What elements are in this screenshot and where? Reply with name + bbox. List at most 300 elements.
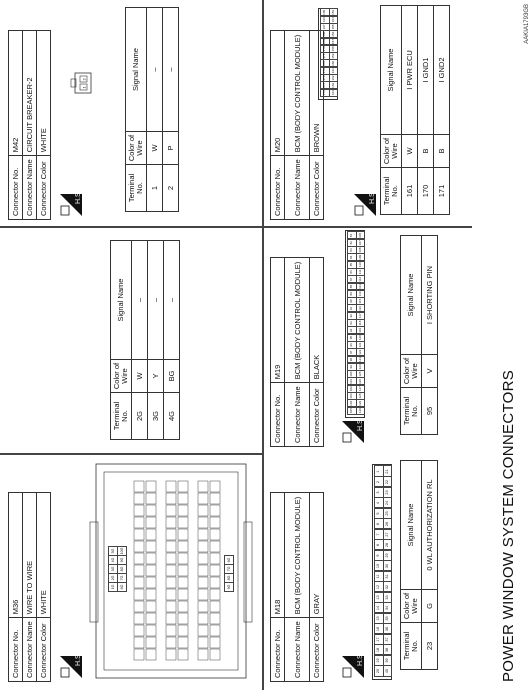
pin-cell: 36	[383, 623, 393, 635]
connector-name-value: WIRE TO WIRE	[23, 493, 37, 618]
cavity-cell	[134, 649, 144, 660]
pin-label: 2	[81, 78, 87, 81]
signal-name-header: Signal Name	[401, 236, 422, 355]
pin-cell: 17	[374, 634, 384, 646]
cavity-cell	[210, 601, 220, 612]
pin-cell: 165	[320, 8, 330, 17]
pin-cell: 1G	[108, 582, 118, 592]
connector-name-value: BCM (BODY CONTROL MODULE)	[285, 31, 310, 156]
signal-name: I SHORTING PIN	[422, 236, 438, 355]
cavity-cell	[198, 589, 208, 600]
terminal-table-m19	[400, 235, 438, 435]
cavity-cell	[210, 637, 220, 648]
terminal-table-m20	[380, 5, 450, 215]
cavity-cell	[178, 649, 188, 660]
hs-icon	[58, 654, 84, 680]
pin-cell: 24	[383, 497, 393, 509]
connector-face-m19	[345, 230, 365, 418]
pin-cell: 106	[356, 231, 366, 240]
pin-cell: 127	[356, 384, 366, 393]
cavity-cell	[178, 625, 188, 636]
cavity-cell	[178, 517, 188, 528]
terminal-no: 1	[147, 165, 163, 212]
cavity-cell	[210, 541, 220, 552]
pin-cell: 29	[383, 550, 393, 562]
table-row	[164, 241, 180, 440]
pin-cell: 6G	[117, 582, 127, 592]
pin-cell: 112	[356, 275, 366, 284]
cavity-cell	[178, 481, 188, 492]
pin-cell: 115	[356, 297, 366, 306]
hs-icon	[340, 419, 366, 445]
pin-cell: 158	[329, 44, 339, 53]
pin-cell: 31	[383, 571, 393, 583]
pin-cell: 92	[347, 311, 357, 320]
cavity-cell	[166, 589, 176, 600]
wire-color: W	[147, 132, 163, 165]
cavity-cell	[166, 493, 176, 504]
pin-cell: 99	[347, 362, 357, 371]
pin-cell: 113	[356, 282, 366, 291]
cavity-cell	[166, 649, 176, 660]
pin-cell: 118	[356, 319, 366, 328]
pin-cell: 39	[383, 655, 393, 667]
pin-cell: 91	[347, 304, 357, 313]
pin-cell: 119	[356, 326, 366, 335]
pin-cell: 12	[374, 581, 384, 593]
pin-cell: 4	[374, 497, 384, 509]
cavity-cell	[146, 517, 156, 528]
connector-name-label: Connector Name	[23, 618, 37, 682]
terminal-no: 161	[402, 168, 418, 215]
connector-color-label: Connector Color	[310, 156, 324, 220]
wire-color: W	[402, 135, 418, 168]
cavity-cell	[166, 481, 176, 492]
pin-cell: 85	[347, 260, 357, 269]
terminal-no: 4G	[164, 393, 180, 440]
pin-cell: 19	[374, 655, 384, 667]
pin-cell: 8G	[117, 564, 127, 574]
pin-cell: 100	[347, 370, 357, 379]
cavity-cell	[134, 541, 144, 552]
pin-cell: 1	[374, 466, 384, 478]
pin-cell: 89	[347, 289, 357, 298]
pin-cell: 95	[347, 333, 357, 342]
cavity-cell	[198, 541, 208, 552]
connector-color-label: Connector Color	[37, 618, 51, 682]
cavity-cell	[198, 613, 208, 624]
terminal-table-m36	[110, 240, 180, 440]
pin-cell: 171	[320, 52, 330, 61]
pin-cell: 117	[356, 311, 366, 320]
connector-info-table-m20	[270, 30, 324, 220]
terminal-no-header: Terminal No.	[401, 388, 422, 435]
connector-info-table-m19	[270, 257, 324, 447]
table-row	[422, 236, 438, 435]
pin-cell: 128	[356, 392, 366, 401]
cavity-cell	[198, 637, 208, 648]
cavity-cell	[146, 577, 156, 588]
pin-cell: 168	[320, 30, 330, 39]
cavity-cell	[178, 613, 188, 624]
cavity-cell	[210, 625, 220, 636]
pin-cell: 7	[374, 529, 384, 541]
hs-label: H.S.	[357, 417, 364, 431]
pin-cell: 7G	[117, 573, 127, 583]
cavity-cell	[134, 517, 144, 528]
pin-cell: 107	[356, 238, 366, 247]
cavity-cell	[198, 493, 208, 504]
signal-name-header: Signal Name	[126, 8, 147, 132]
cavity-cell	[146, 505, 156, 516]
cavity-cell	[198, 577, 208, 588]
cavity-cell	[198, 553, 208, 564]
cavity-cell	[134, 625, 144, 636]
connector-no-value: M18	[271, 493, 285, 618]
pin-cell: 14	[374, 602, 384, 614]
connector-no-label: Connector No.	[271, 156, 285, 220]
signal-name: I GND2	[434, 6, 450, 135]
pin-cell: 160	[329, 59, 339, 68]
connector-color-value: BLACK	[310, 258, 324, 383]
pin-cell: 15	[374, 613, 384, 625]
signal-name: –	[164, 241, 180, 360]
pin-cell: 114	[356, 289, 366, 298]
pin-cell: 173	[320, 66, 330, 75]
hs-icon	[58, 192, 84, 218]
connector-info-table-m42	[8, 30, 51, 220]
pin-cell: 97	[347, 348, 357, 357]
pin-label: 1	[81, 86, 87, 89]
pin-cell: 169	[320, 37, 330, 46]
signal-name: 0 WL AUTHORIZATION RL	[422, 461, 438, 590]
cavity-cell	[198, 601, 208, 612]
hs-icon	[340, 654, 366, 680]
cavity-cell	[166, 565, 176, 576]
cavity-cell	[210, 565, 220, 576]
terminal-no: 2	[163, 165, 179, 212]
pin-cell: 124	[356, 362, 366, 371]
connector-name-label: Connector Name	[23, 156, 37, 220]
connector-color-value: GRAY	[310, 493, 324, 618]
pin-cell: 20	[374, 665, 384, 677]
cavity-cell	[134, 613, 144, 624]
cavity-cell	[210, 517, 220, 528]
cavity-cell	[166, 637, 176, 648]
pin-cell: 159	[329, 52, 339, 61]
cavity-cell	[134, 505, 144, 516]
pin-cell: 5G	[108, 546, 118, 556]
cavity-cell	[178, 541, 188, 552]
pin-cell: 88	[347, 282, 357, 291]
pin-cell: 161	[329, 66, 339, 75]
cavity-cell	[166, 541, 176, 552]
cavity-cell	[134, 529, 144, 540]
pin-cell: 32	[383, 581, 393, 593]
terminal-no-header: Terminal No.	[401, 623, 422, 670]
connector-name-value: BCM (BODY CONTROL MODULE)	[285, 493, 310, 618]
pin-cell: 104	[347, 399, 357, 408]
pin-cell: 35	[383, 613, 393, 625]
pin-cell: 10	[374, 560, 384, 572]
table-row	[422, 461, 438, 670]
wire-color: G	[422, 590, 438, 623]
pin-cell: 84	[347, 253, 357, 262]
pin-cell: 34	[383, 602, 393, 614]
pin-cell: 170	[320, 44, 330, 53]
pin-cell: 21	[383, 466, 393, 478]
connector-color-label: Connector Color	[310, 383, 324, 447]
cavity-cell	[146, 589, 156, 600]
pin-cell: 108	[356, 246, 366, 255]
cavity-cell	[210, 553, 220, 564]
pin-cell: 175	[320, 81, 330, 90]
connector-name-label: Connector Name	[285, 156, 310, 220]
cavity-cell	[134, 601, 144, 612]
cavity-cell	[146, 481, 156, 492]
signal-name-header: Signal Name	[381, 6, 402, 135]
pin-cell: 37	[383, 634, 393, 646]
cavity-cell	[146, 529, 156, 540]
cavity-cell	[166, 625, 176, 636]
pin-cell: 9	[374, 550, 384, 562]
pin-cell: 102	[347, 384, 357, 393]
table-row	[163, 8, 179, 212]
signal-name: I PWR ECU	[402, 6, 418, 135]
pin-cell: 2	[374, 476, 384, 488]
wire-color: B	[434, 135, 450, 168]
hs-icon	[352, 192, 378, 218]
hs-label: H.S.	[357, 652, 364, 666]
cavity-cell	[146, 565, 156, 576]
terminal-no: 170	[418, 168, 434, 215]
pin-cell: 166	[320, 15, 330, 24]
signal-name-header: Signal Name	[111, 241, 132, 360]
pin-cell: 164	[329, 88, 339, 97]
connector-face-m42	[70, 71, 94, 95]
vertical-divider-bottom	[262, 227, 472, 229]
terminal-no-header: Terminal No.	[111, 393, 132, 440]
cavity-cell	[210, 649, 220, 660]
cavity-cell	[166, 553, 176, 564]
cavity-cell	[178, 577, 188, 588]
pin-cell: 9G	[224, 582, 234, 592]
wire-color: Y	[148, 360, 164, 393]
pin-cell: 122	[356, 348, 366, 357]
pin-cell: 33	[383, 592, 393, 604]
cavity-cell	[210, 529, 220, 540]
pin-cell: 25	[383, 508, 393, 520]
connector-no-value: M42	[9, 31, 23, 156]
wire-color: BG	[164, 360, 180, 393]
signal-name: –	[132, 241, 148, 360]
cavity-cell	[146, 601, 156, 612]
pin-cell: 130	[356, 406, 366, 415]
cavity-cell	[146, 625, 156, 636]
pin-cell: 7G	[224, 564, 234, 574]
pin-cell: 96	[347, 341, 357, 350]
pin-cell: 116	[356, 304, 366, 313]
pin-cell: 111	[356, 268, 366, 277]
pin-cell: 10G	[117, 546, 127, 556]
cavity-cell	[166, 517, 176, 528]
pin-cell: 26	[383, 518, 393, 530]
connector-color-value: WHITE	[37, 31, 51, 156]
pin-cell: 13	[374, 592, 384, 604]
pin-cell: 5	[374, 508, 384, 520]
connector-no-label: Connector No.	[9, 156, 23, 220]
horizontal-divider	[262, 0, 264, 690]
pin-cell: 125	[356, 370, 366, 379]
vertical-divider-top-2	[0, 227, 262, 229]
pin-cell: 120	[356, 333, 366, 342]
pin-cell: 174	[320, 74, 330, 83]
cavity-cell	[210, 493, 220, 504]
pin-cell: 81	[347, 231, 357, 240]
wire-color-header: Color of Wire	[111, 360, 132, 393]
table-row	[148, 241, 164, 440]
pin-cell: 2G	[108, 573, 118, 583]
cavity-cell	[198, 505, 208, 516]
connector-no-value: M19	[271, 258, 285, 383]
cavity-cell	[146, 541, 156, 552]
wire-color-header: Color of Wire	[126, 132, 147, 165]
connector-name-value: BCM (BODY CONTROL MODULE)	[285, 258, 310, 383]
wire-color: P	[163, 132, 179, 165]
pin-cell: 16	[374, 623, 384, 635]
cavity-cell	[210, 589, 220, 600]
cavity-cell	[198, 529, 208, 540]
pin-cell: 162	[329, 74, 339, 83]
wire-color: W	[132, 360, 148, 393]
cavity-cell	[166, 613, 176, 624]
cavity-cell	[178, 565, 188, 576]
wire-color-header: Color of Wire	[401, 590, 422, 623]
terminal-no: 171	[434, 168, 450, 215]
cavity-cell	[178, 601, 188, 612]
cavity-cell	[134, 481, 144, 492]
signal-name-header: Signal Name	[401, 461, 422, 590]
pin-cell: 172	[320, 59, 330, 68]
connector-name-label: Connector Name	[285, 383, 310, 447]
connector-no-value: M36	[9, 493, 23, 618]
cavity-cell	[198, 517, 208, 528]
pin-cell: 11	[374, 571, 384, 583]
signal-name: –	[147, 8, 163, 132]
pin-cell: 163	[329, 81, 339, 90]
cavity-cell	[210, 505, 220, 516]
connector-color-value: WHITE	[37, 493, 51, 618]
hs-label: H.S.	[369, 190, 376, 204]
cavity-cell	[178, 505, 188, 516]
pin-cell: 176	[320, 88, 330, 97]
pin-cell: 93	[347, 319, 357, 328]
pin-cell: 90	[347, 297, 357, 306]
wire-color: B	[418, 135, 434, 168]
pin-cell: 103	[347, 392, 357, 401]
cavity-cell	[210, 577, 220, 588]
pin-cell: 22	[383, 476, 393, 488]
pin-cell: 155	[329, 23, 339, 32]
cavity-cell	[146, 637, 156, 648]
pin-cell: 18	[374, 644, 384, 656]
cavity-cell	[146, 649, 156, 660]
cavity-cell	[210, 481, 220, 492]
hs-label: H.S.	[75, 190, 82, 204]
cavity-cell	[198, 481, 208, 492]
cavity-cell	[166, 601, 176, 612]
hs-label: H.S.	[75, 652, 82, 666]
terminal-no-header: Terminal No.	[126, 165, 147, 212]
cavity-cell	[178, 529, 188, 540]
pin-cell: 38	[383, 644, 393, 656]
terminal-no: 3G	[148, 393, 164, 440]
cavity-cell	[178, 637, 188, 648]
connector-color-value: BROWN	[310, 31, 324, 156]
pin-cell: 101	[347, 377, 357, 386]
cavity-cell	[134, 577, 144, 588]
signal-name: I GND1	[418, 6, 434, 135]
table-row	[402, 6, 418, 215]
pin-cell: 3	[374, 487, 384, 499]
pin-cell: 40	[383, 665, 393, 677]
pin-cell: 23	[383, 487, 393, 499]
terminal-table-m18	[400, 460, 438, 670]
cavity-cell	[166, 505, 176, 516]
connector-no-value: M20	[271, 31, 285, 156]
cavity-cell	[210, 613, 220, 624]
pin-cell: 8G	[224, 573, 234, 583]
pin-cell: 157	[329, 37, 339, 46]
cavity-cell	[134, 565, 144, 576]
cavity-cell	[134, 553, 144, 564]
pin-cell: 83	[347, 246, 357, 255]
pin-cell: 167	[320, 23, 330, 32]
cavity-cell	[198, 625, 208, 636]
pin-cell: 87	[347, 275, 357, 284]
pin-cell: 121	[356, 341, 366, 350]
cavity-cell	[166, 529, 176, 540]
connector-name-label: Connector Name	[285, 618, 310, 682]
cavity-cell	[178, 493, 188, 504]
terminal-no: 23	[422, 623, 438, 670]
pin-cell: 86	[347, 268, 357, 277]
table-row	[132, 241, 148, 440]
pin-cell: 123	[356, 355, 366, 364]
connector-info-table-m18	[270, 492, 324, 682]
cavity-cell	[134, 493, 144, 504]
pin-cell: 129	[356, 399, 366, 408]
terminal-no: 95	[422, 388, 438, 435]
cavity-cell	[178, 553, 188, 564]
wire-color-header: Color of Wire	[401, 355, 422, 388]
pin-cell: 94	[347, 326, 357, 335]
pin-cell: 9G	[117, 555, 127, 565]
pin-cell: 126	[356, 377, 366, 386]
pin-cell: 156	[329, 30, 339, 39]
figure-code: AAKIA1793GB	[524, 4, 530, 44]
pin-cell: 8	[374, 539, 384, 551]
pin-cell: 28	[383, 539, 393, 551]
cavity-cell	[166, 577, 176, 588]
signal-name: –	[163, 8, 179, 132]
cavity-cell	[146, 613, 156, 624]
connector-no-label: Connector No.	[271, 618, 285, 682]
table-row	[418, 6, 434, 215]
pin-cell: 6G	[224, 555, 234, 565]
connector-info-table-m36	[8, 492, 51, 682]
terminal-table-m42	[125, 7, 179, 212]
